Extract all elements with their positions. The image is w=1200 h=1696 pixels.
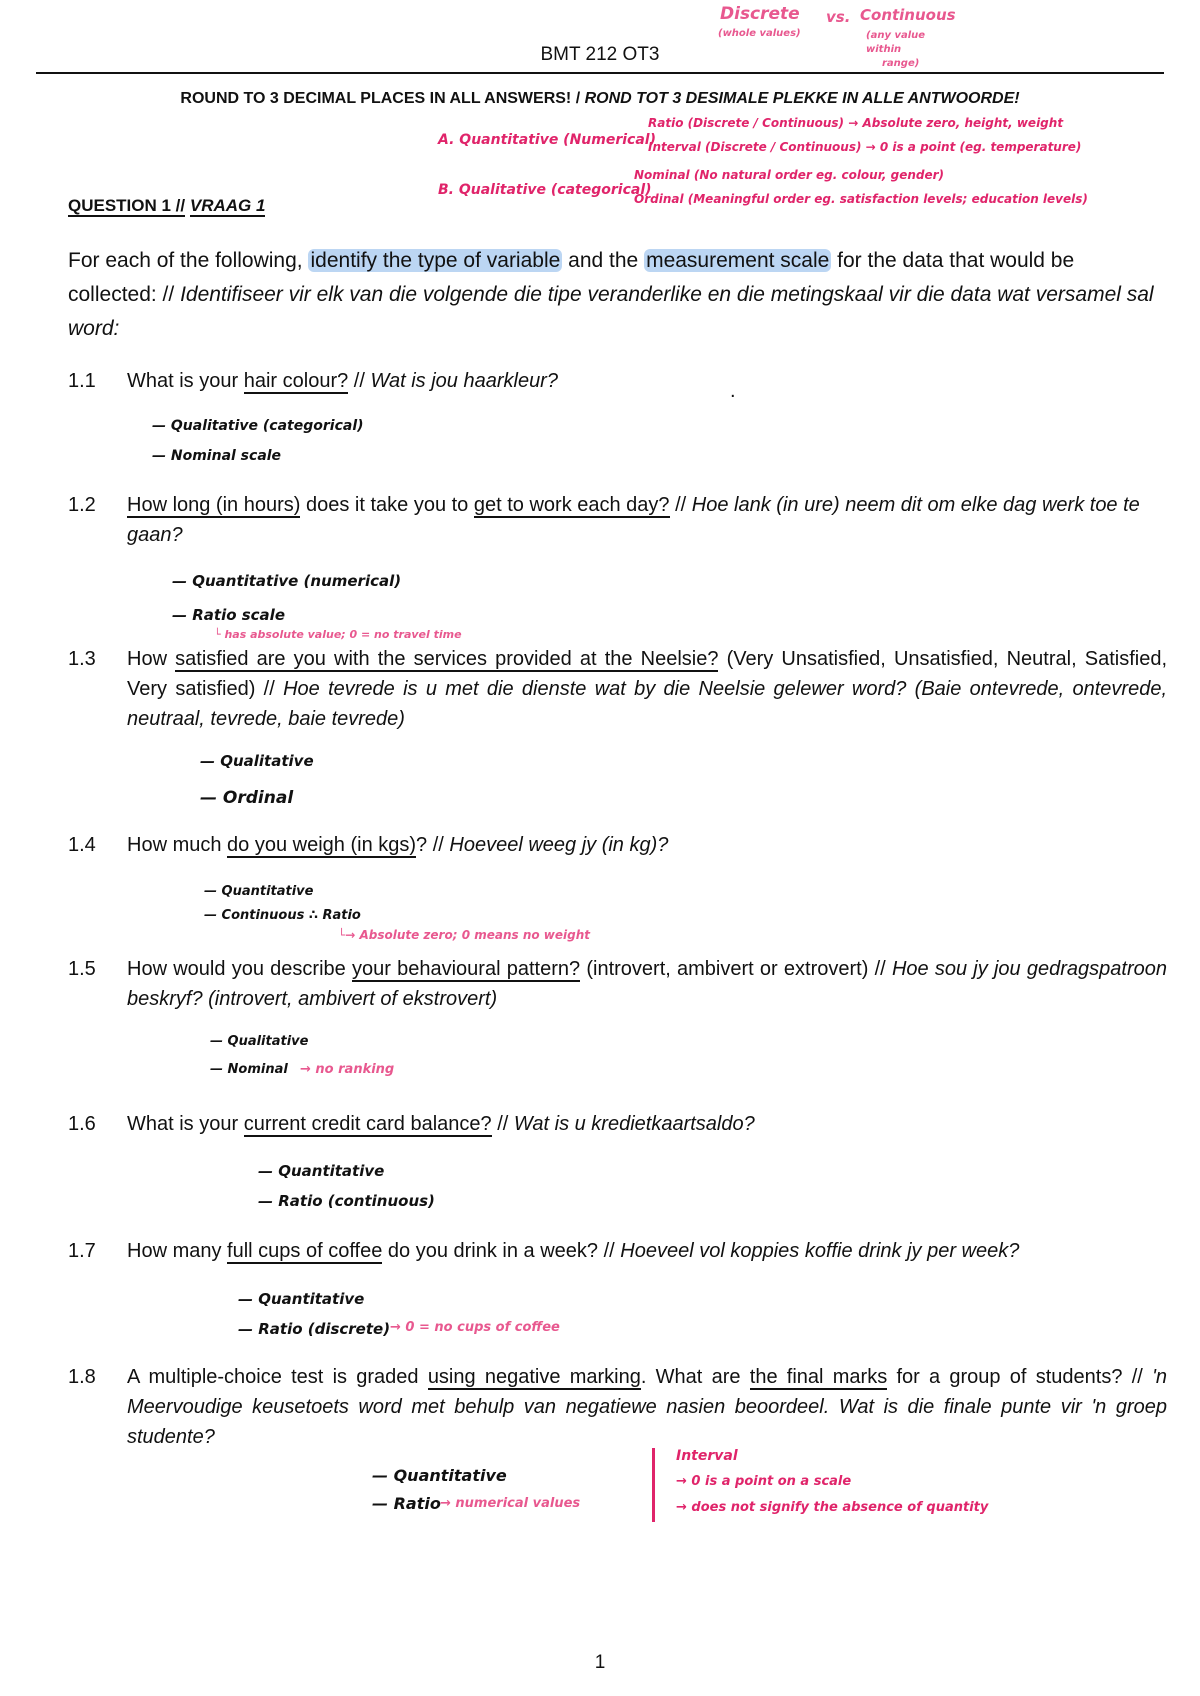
question-heading-en: QUESTION 1 // (68, 196, 186, 215)
q-text: . What are (640, 1366, 741, 1388)
q-afrikaans: Hoeveel vol koppies koffie drink jy per week? (620, 1240, 1020, 1262)
answer-variable-type: — Quantitative (372, 1466, 507, 1485)
question-1-4 (127, 830, 1167, 860)
q-underlined: hair colour? (243, 370, 349, 392)
answer-variable-type: — Quantitative (numerical) (172, 572, 402, 590)
q-underlined: full cups of coffee (227, 1240, 383, 1262)
q-text: do you drink in a week? // (387, 1240, 615, 1262)
stray-dot: . (730, 380, 736, 402)
item-number: 1.2 (68, 494, 96, 516)
q-underlined: How long (in hours) (127, 494, 301, 516)
note-continuous: Continuous (860, 6, 956, 24)
q-text: ? // (416, 834, 444, 856)
q-text: (introvert, ambivert or extrovert) // (586, 958, 886, 980)
answer-scale: — Ordinal (200, 788, 294, 808)
item-number: 1.1 (68, 370, 96, 392)
header-rule (36, 72, 1164, 74)
q-text: (Very Unsatisfied, Unsatisfied, Neutral, Satisfied, Very satisfied) // (127, 648, 1168, 700)
q-text: // (348, 370, 365, 392)
q-text: What is your (127, 1113, 239, 1135)
answer-scale: — Ratio (372, 1494, 441, 1513)
answer-scale: — Ratio (continuous) (258, 1192, 435, 1210)
note-nominal-def: Nominal (No natural order eg. colour, gender) (634, 168, 945, 182)
answer-scale: — Nominal (210, 1062, 288, 1077)
side-note-bracket (652, 1448, 655, 1522)
item-number: 1.8 (68, 1366, 96, 1388)
q-text: What is your (127, 370, 239, 392)
question-1-2 (127, 490, 1167, 550)
page-number: 1 (594, 1652, 606, 1673)
q-text: How would you describe (127, 958, 346, 980)
item-number: 1.4 (68, 834, 96, 856)
note-interval-def: Interval (Discrete / Continuous) → 0 is a point (eg. temperature) (648, 140, 1082, 154)
note-continuous-sub3: range) (882, 58, 920, 69)
answer-scale: — Nominal scale (152, 448, 282, 464)
question-1-7 (127, 1236, 1167, 1266)
note-vs: vs. (826, 8, 851, 26)
side-note-absence: → does not signify the absence of quantity (676, 1500, 989, 1515)
question-heading-af: VRAAG 1 (189, 196, 266, 215)
side-note-zero-point: → 0 is a point on a scale (676, 1474, 852, 1489)
q-text: How much (127, 834, 222, 856)
q-afrikaans: Hoe tevrede is u met die dienste wat by die Neelsie gelewer word? (Baie ontevrede, ontevrede, neutraal, tevrede, baie tevrede) (127, 678, 1167, 730)
q-text: // (669, 494, 687, 516)
answer-variable-type: — Quantitative (238, 1290, 365, 1308)
question-1-3 (127, 644, 1167, 734)
answer-note: └→ Absolute zero; 0 means no weight (338, 928, 590, 942)
intro-text-1: For each of the following, (68, 249, 303, 272)
q-underlined: the final marks (749, 1366, 888, 1388)
instruction-afrikaans: ROND TOT 3 DESIMALE PLEKKE IN ALLE ANTWOORDE! (584, 90, 1020, 107)
q-afrikaans: Wat is u kredietkaartsaldo? (513, 1113, 755, 1135)
note-discrete: Discrete (720, 4, 800, 24)
question-1-5 (127, 954, 1167, 1014)
q-underlined: using negative marking (427, 1366, 641, 1388)
page-header-title: BMT 212 OT3 (540, 44, 660, 65)
question-1-1 (127, 366, 1167, 396)
answer-variable-type: — Quantitative (258, 1162, 385, 1180)
question-1-6 (127, 1109, 1167, 1139)
note-continuous-sub1: (any value (866, 30, 926, 41)
note-ordinal-def: Ordinal (Meaningful order eg. satisfaction levels; education levels) (634, 192, 1088, 206)
answer-note: → numerical values (440, 1496, 581, 1511)
q-underlined: satisfied are you with the services provided at the Neelsie? (175, 648, 719, 670)
intro-text-3: for the data that would be collected: // (68, 249, 1075, 306)
intro-highlight-variable-type: identify the type of variable (310, 249, 561, 272)
side-note-interval: Interval (676, 1448, 738, 1464)
item-number: 1.6 (68, 1113, 96, 1135)
item-number: 1.5 (68, 958, 96, 980)
question-intro (68, 244, 1168, 346)
note-continuous-sub2: within (866, 44, 902, 55)
answer-variable-type: — Qualitative (200, 752, 314, 770)
q-text: How (127, 648, 168, 670)
answer-note: → 0 = no cups of coffee (390, 1320, 560, 1335)
intro-afrikaans: Identifiseer vir elk van die volgende die tipe veranderlike en die metingskaal vir die data wat versamel sal word: (68, 283, 1154, 340)
intro-text-2: and the (568, 249, 639, 272)
q-underlined: your behavioural pattern? (351, 958, 581, 980)
question-1-8 (127, 1362, 1167, 1452)
answer-scale: — Ratio (discrete) (238, 1320, 391, 1338)
q-text: How many (127, 1240, 222, 1262)
note-discrete-sub: (whole values) (718, 28, 801, 39)
q-underlined: get to work each day? (473, 494, 670, 516)
q-underlined: do you weigh (in kgs) (227, 834, 417, 856)
note-ratio-def: Ratio (Discrete / Continuous) → Absolute zero, height, weight (648, 116, 1064, 130)
instruction-english: ROUND TO 3 DECIMAL PLACES IN ALL ANSWERS! / (180, 90, 581, 107)
item-number: 1.3 (68, 648, 96, 670)
item-number: 1.7 (68, 1240, 96, 1262)
question-heading (68, 196, 265, 216)
note-qualitative-label: B. Qualitative (categorical) (438, 182, 652, 198)
q-afrikaans: Hoe lank (in ure) neem dit om elke dag werk toe te gaan? (127, 494, 1140, 546)
rounding-instruction (0, 90, 1200, 108)
answer-note: └ has absolute value; 0 = no travel time (214, 628, 462, 641)
answer-variable-type: — Quantitative (204, 884, 314, 899)
answer-scale: — Continuous ∴ Ratio (204, 908, 361, 923)
answer-scale: — Ratio scale (172, 606, 285, 624)
q-afrikaans: Hoe sou jy jou gedragspatroon beskryf? (introvert, ambivert of ekstrovert) (127, 958, 1167, 1010)
q-afrikaans: Hoeveel weeg jy (in kg)? (449, 834, 669, 856)
q-text: for a group of students? // (896, 1366, 1143, 1388)
q-text: A multiple-choice test is graded (127, 1366, 419, 1388)
q-underlined: current credit card balance? (243, 1113, 492, 1135)
note-quantitative-label: A. Quantitative (Numerical) (438, 132, 656, 148)
q-text: // (491, 1113, 509, 1135)
intro-highlight-measurement-scale: measurement scale (646, 249, 830, 272)
answer-variable-type: — Qualitative (210, 1034, 309, 1049)
q-afrikaans: 'n Meervoudige keusetoets word met behulp van negatiewe nasien beoordeel. Wat is die finale punte vir 'n groep studente? (127, 1366, 1168, 1448)
q-text: does it take you to (305, 494, 469, 516)
q-afrikaans: Wat is jou haarkleur? (370, 370, 558, 392)
answer-variable-type: — Qualitative (categorical) (152, 418, 364, 434)
answer-note: → no ranking (300, 1062, 395, 1077)
